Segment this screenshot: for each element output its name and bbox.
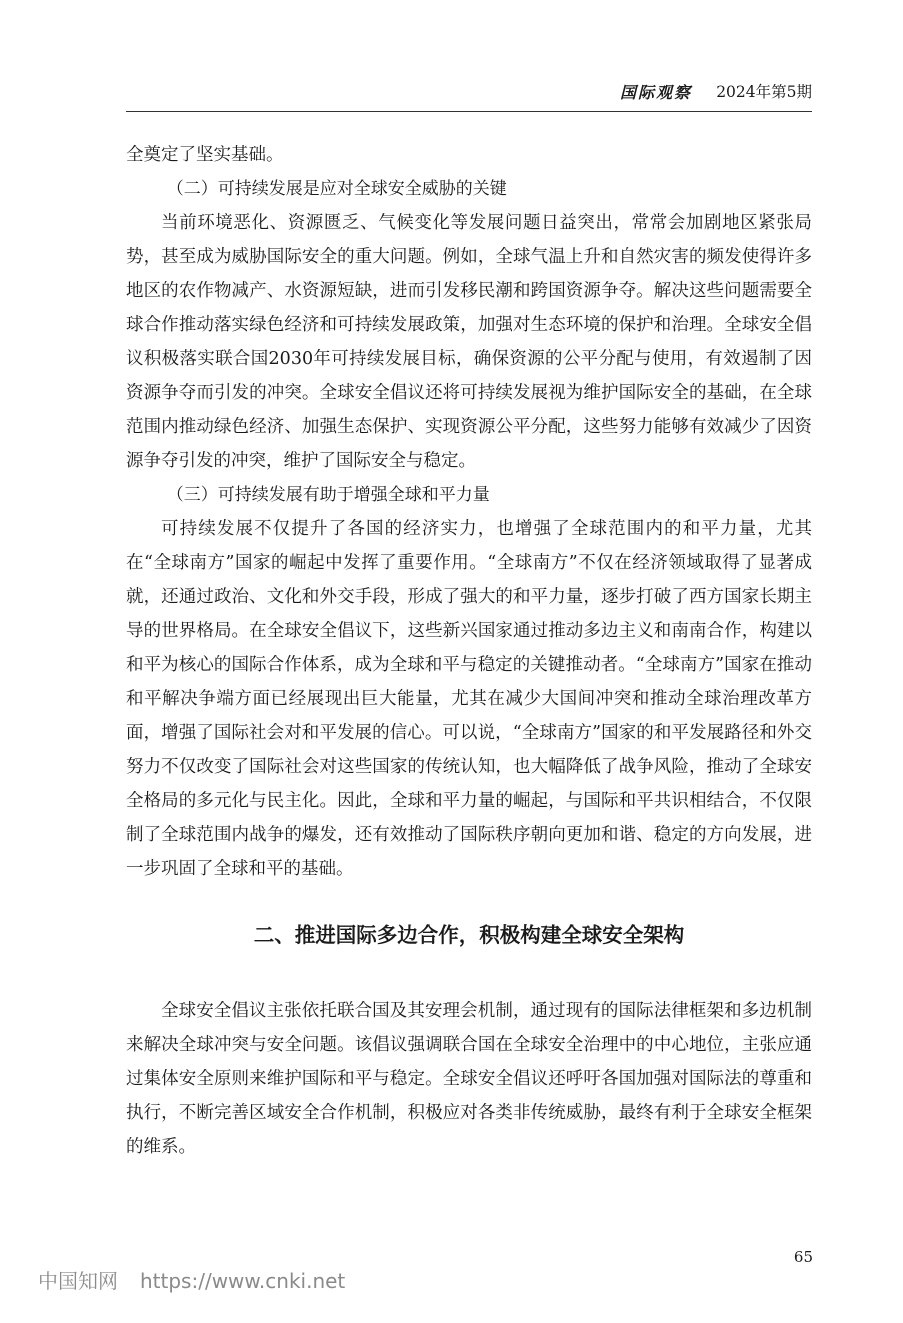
- subheading-2: （二）可持续发展是应对全球安全威胁的关键: [166, 179, 507, 199]
- cnki-watermark: [38, 1265, 345, 1294]
- watermark-brand: 中国知网: [38, 1269, 118, 1293]
- issue-label: 2024年第5期: [716, 83, 812, 101]
- paragraph-3: 全球安全倡议主张依托联合国及其安理会机制，通过现有的国际法律框架和多边机制来解决全球冲突与安全问题。该倡议强调联合国在全球安全治理中的中心地位，主张应通过集体安全原则来维护国际和平与稳定。全球安全倡议还呼吁各国加强对国际法的尊重和执行，不断完善区域安全合作机制，积极应对各类非传统威胁，最终有利于全球安全框架的维系。: [126, 1001, 812, 1157]
- section-heading: 二、推进国际多边合作，积极构建全球安全架构: [253, 923, 685, 947]
- watermark-url[interactable]: https://www.cnki.net: [140, 1269, 346, 1293]
- running-header: [126, 80, 812, 110]
- paragraph-2: 可持续发展不仅提升了各国的经济实力，也增强了全球范围内的和平力量，尤其在“全球南方”国家的崛起中发挥了重要作用。“全球南方”不仅在经济领域取得了显著成就，还通过政治、文化和外交手段，形成了强大的和平力量，逐步打破了西方国家长期主导的世界格局。在全球安全倡议下，这些新兴国家通过推动多边主义和南南合作，构建以和平为核心的国际合作体系，成为全球和平与稳定的关键推动者。“全球南方”国家在推动和平解决争端方面已经展现出巨大能量，尤其在减少大国间冲突和推动全球治理改革方面，增强了国际社会对和平发展的信心。可以说，“全球南方”国家的和平发展路径和外交努力不仅改变了国际社会对这些国家的传统认知，也大幅降低了战争风险，推动了全球安全格局的多元化与民主化。因此，全球和平力量的崛起，与国际和平共识相结合，不仅限制了全球范围内战争的爆发，还有效推动了国际秩序朝向更加和谐、稳定的方向发展，进一步巩固了全球和平的基础。: [126, 519, 812, 879]
- subheading-3: （三）可持续发展有助于增强全球和平力量: [166, 485, 490, 505]
- journal-title: 国际观察: [619, 83, 692, 102]
- article-body: [126, 138, 812, 1164]
- header-rule: [126, 111, 812, 112]
- paragraph-1: 当前环境恶化、资源匮乏、气候变化等发展问题日益突出，常常会加剧地区紧张局势，甚至成为威胁国际安全的重大问题。例如，全球气温上升和自然灾害的频发使得许多地区的农作物减产、水资源短缺，进而引发移民潮和跨国资源争夺。解决这些问题需要全球合作推动落实绿色经济和可持续发展政策，加强对生态环境的保护和治理。全球安全倡议积极落实联合国2030年可持续发展目标，确保资源的公平分配与使用，有效遏制了因资源争夺而引发的冲突。全球安全倡议还将可持续发展视为维护国际安全的基础，在全球范围内推动绿色经济、加强生态保护、实现资源公平分配，这些努力能够有效减少了因资源争夺引发的冲突，维护了国际安全与稳定。: [126, 213, 812, 471]
- page-number: 65: [793, 1248, 813, 1266]
- paragraph-continuation: 全奠定了坚实基础。: [126, 145, 284, 165]
